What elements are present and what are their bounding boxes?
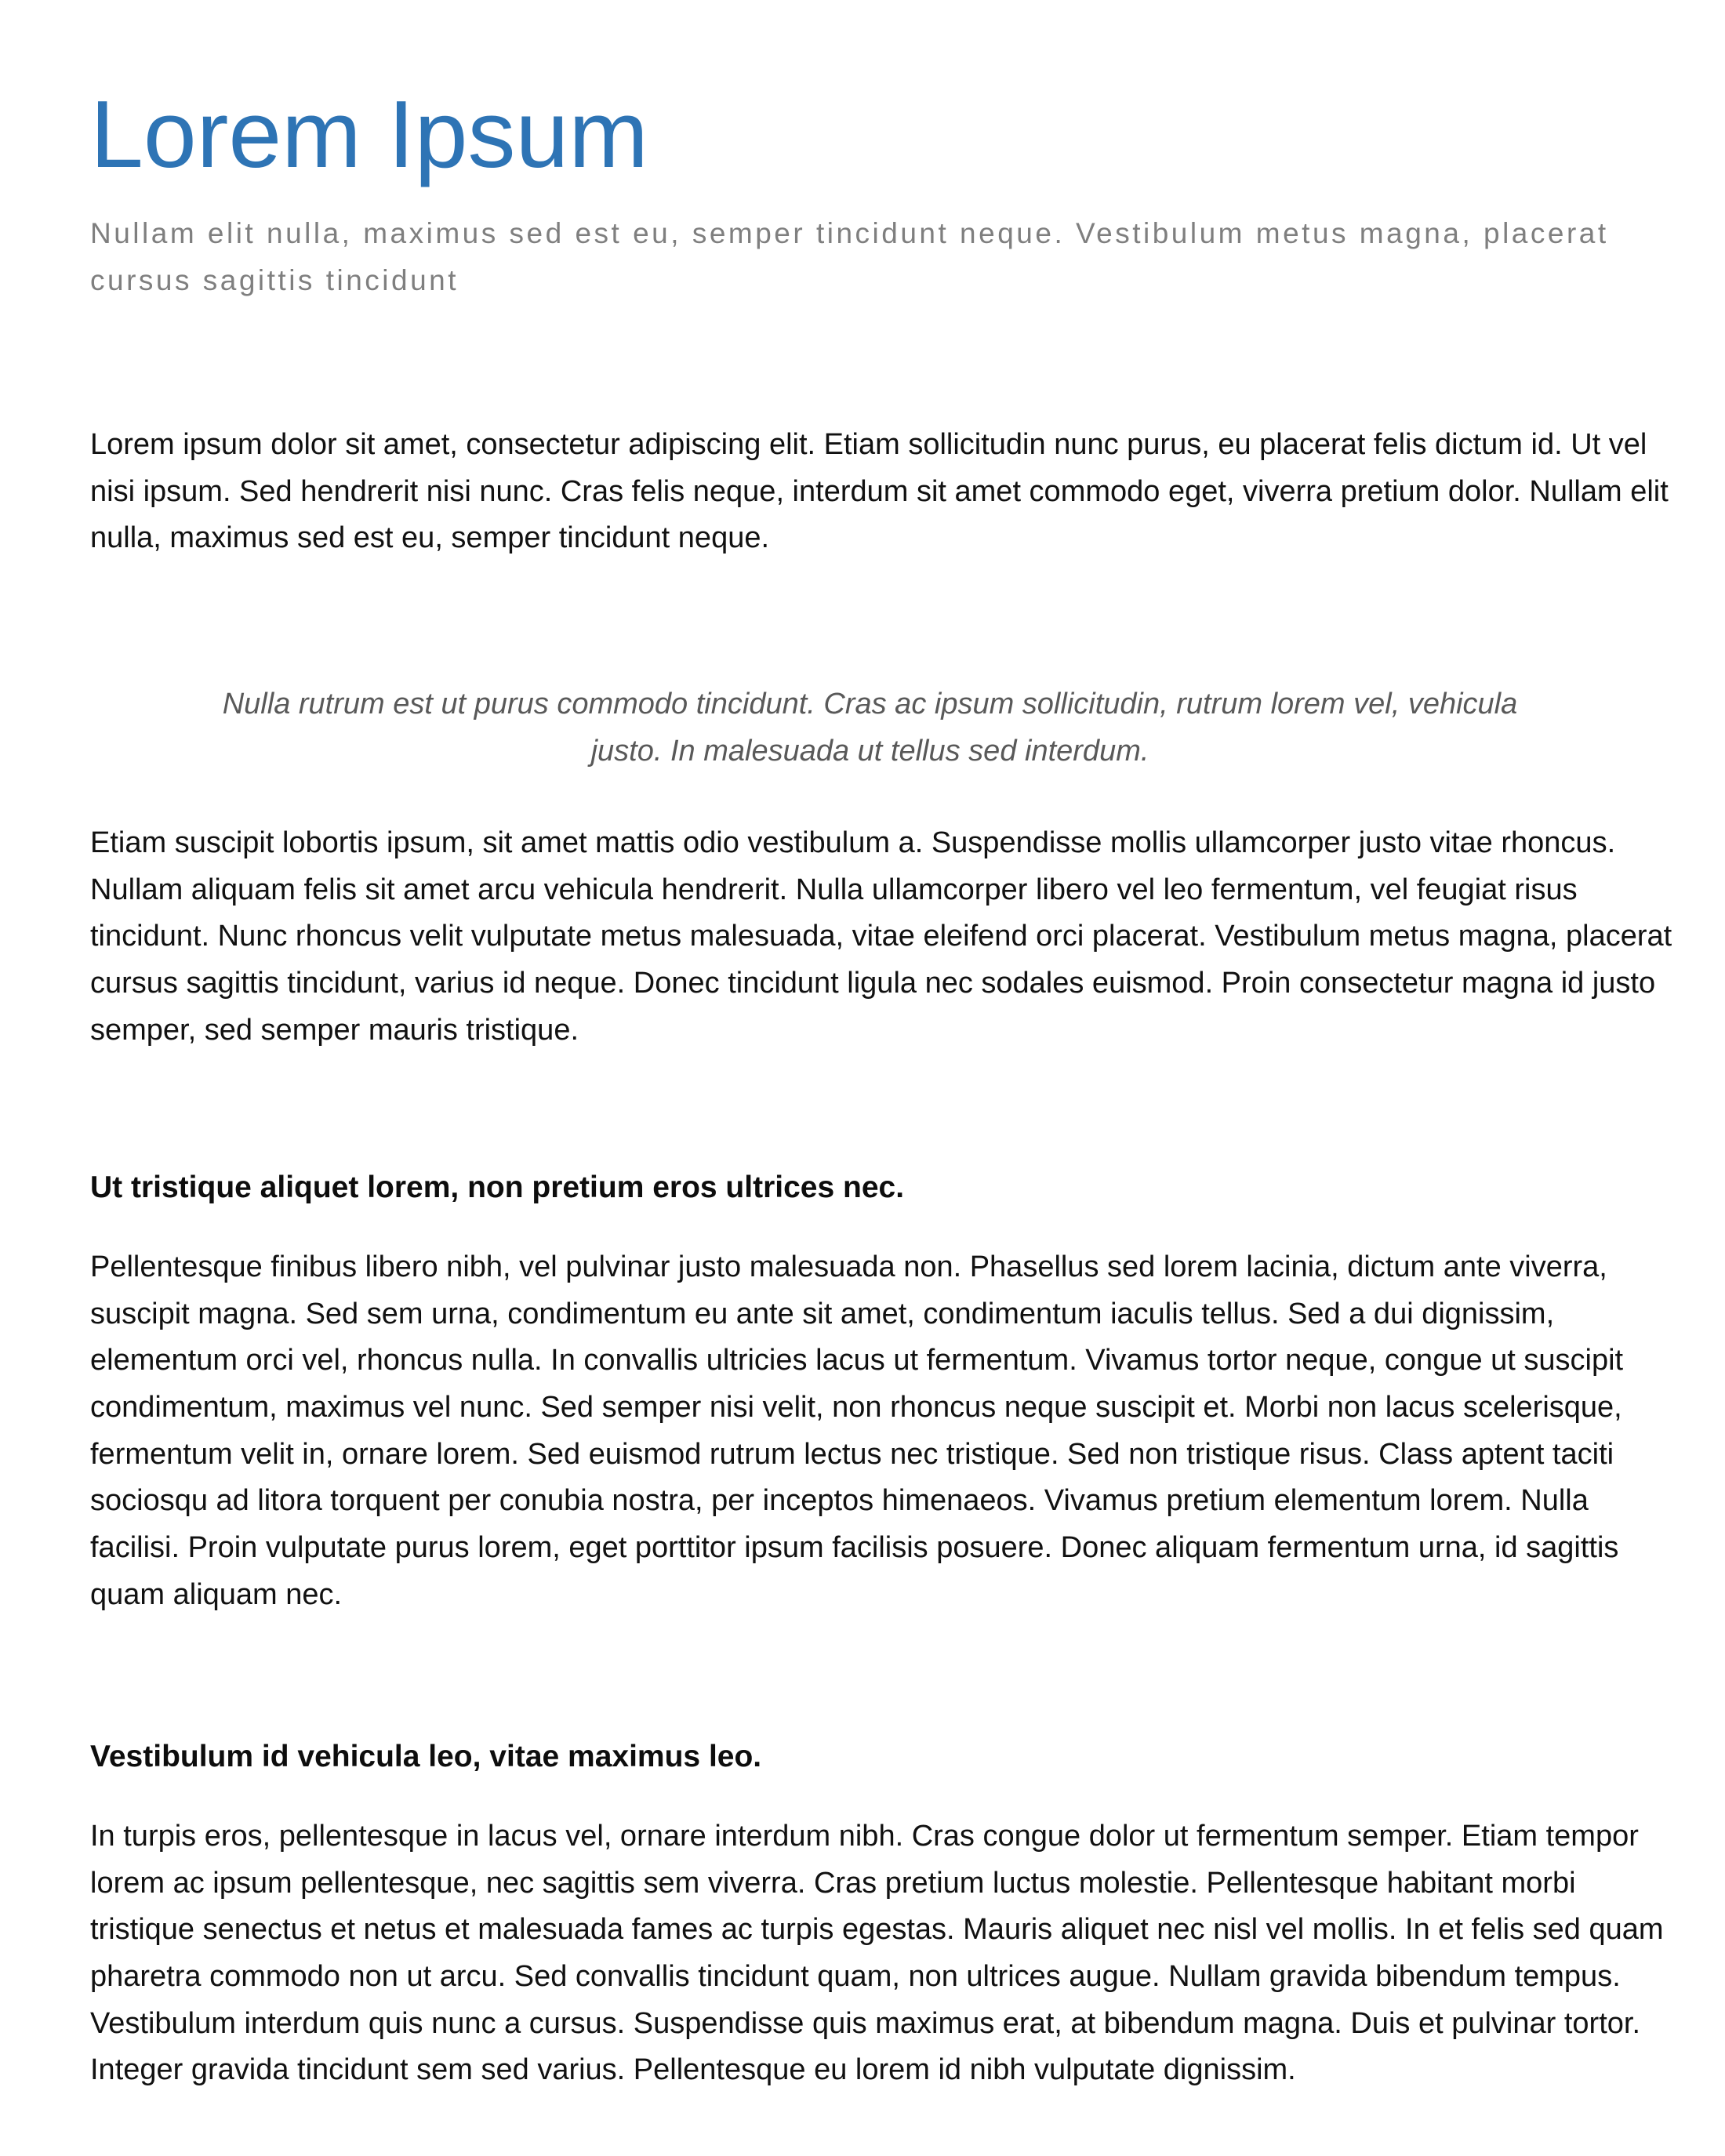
document-title: Lorem Ipsum: [90, 81, 648, 187]
body-paragraph-1: Lorem ipsum dolor sit amet, consectetur adipiscing elit. Etiam sollicitudin nunc purus, eu placerat felis dictum id. Ut vel nisi ipsum. Sed hendrerit nisi nunc. Cras felis neque, interdum sit amet commodo eget, viverra pretium dolor. Nullam elit nulla, maximus sed est eu, semper tincidunt neque.: [90, 427, 1669, 555]
body-paragraph-3: Pellentesque finibus libero nibh, vel pulvinar justo malesuada non. Phasellus sed lorem lacinia, dictum ante viverra, suscipit magna. Sed sem urna, condimentum eu ante sit amet, condimentum iaculis tellus. Sed a dui dignissim, elementum orci vel, rhoncus nulla. In convallis ultricies lacus ut fermentum. Vivamus tortor neque, congue ut suscipit condimentum, maximus vel nunc. Sed semper nisi velit, non rhoncus neque suscipit et. Morbi non lacus scelerisque, fermentum velit in, ornare lorem. Sed euismod rutrum lectus nec tristique. Sed non tristique risus. Class aptent taciti sociosqu ad litora torquent per conubia nostra, per inceptos himenaeos. Vivamus pretium elementum lorem. Nulla facilisi. Proin vulputate purus lorem, eget porttitor ipsum facilisis posuere. Donec aliquam fermentum urna, id sagittis quam aliquam nec.: [90, 1250, 1624, 1611]
section-heading-2: Vestibulum id vehicula leo, vitae maximus leo.: [90, 1740, 762, 1774]
pull-quote: Nulla rutrum est ut purus commodo tincidunt. Cras ac ipsum sollicitudin, rutrum lorem vel, vehicula justo. In malesuada ut tellus sed interdum.: [222, 687, 1518, 768]
body-paragraph-4: In turpis eros, pellentesque in lacus vel, ornare interdum nibh. Cras congue dolor ut fermentum semper. Etiam tempor lorem ac ipsum pellentesque, nec sagittis sem viverra. Cras pretium luctus molestie. Pellentesque habitant morbi tristique senectus et netus et malesuada fames ac turpis egestas. Mauris aliquet nec nisl vel mollis. In et felis sed quam pharetra commodo non ut arcu. Sed convallis tincidunt quam, non ultrices augue. Nullam gravida bibendum tempus. Vestibulum interdum quis nunc a cursus. Suspendisse quis maximus erat, at bibendum magna. Duis et pulvinar tortor. Integer gravida tincidunt sem sed varius. Pellentesque eu lorem id nibh vulputate dignissim.: [90, 1820, 1664, 2087]
document-subtitle: Nullam elit nulla, maximus sed est eu, semper tincidunt neque. Vestibulum metus magna, placerat cursus sagittis tincidunt: [90, 217, 1609, 296]
section-heading-1: Ut tristique aliquet lorem, non pretium eros ultrices nec.: [90, 1171, 905, 1205]
body-paragraph-2: Etiam suscipit lobortis ipsum, sit amet mattis odio vestibulum a. Suspendisse mollis ullamcorper justo vitae rhoncus. Nullam aliquam felis sit amet arcu vehicula hendrerit. Nulla ullamcorper libero vel leo fermentum, vel feugiat risus tincidunt. Nunc rhoncus velit vulputate metus malesuada, vitae eleifend orci placerat. Vestibulum metus magna, placerat cursus sagittis tincidunt, varius id neque. Donec tincidunt ligula nec sodales euismod. Proin consectetur magna id justo semper, sed semper mauris tristique.: [90, 826, 1672, 1047]
